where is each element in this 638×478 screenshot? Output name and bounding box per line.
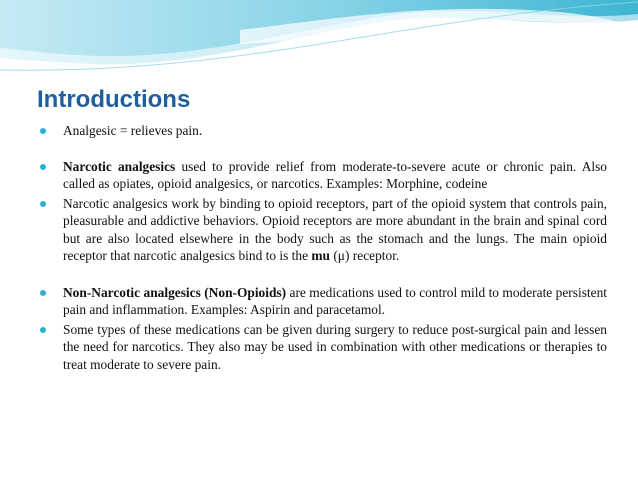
bullet-opioid-receptors	[37, 195, 607, 265]
bullet-text: are medications used to control mild to moderate persistent pain and inflammation. Examples: Aspirin and paracetamol.	[63, 284, 607, 317]
slide-title: Introductions	[37, 86, 191, 113]
bullet-bold-term: Non-Narcotic analgesics (Non-Opioids)	[63, 284, 287, 300]
bullet-surgery-usage	[37, 321, 607, 374]
bullet-text: used to provide relief from moderate-to-severe acute or chronic pain. Also called as opiates, opioid analgesics, or narcotics. Examples: Morphine, codeine	[63, 158, 607, 191]
bullet-text: Some types of these medications can be given during surgery to reduce post-surgical pain and lessen the need for narcotics. They also may be used in combination with other medications or therapies to treat moderate to severe pain.	[63, 321, 607, 372]
bullet-dot-icon	[40, 164, 46, 170]
bullet-text: Narcotic analgesics work by binding to opioid receptors, part of the opioid system that controls pain, pleasurable and addictive behaviors. Opioid receptors are more abundant in the brain and spinal cord but are also located elsewhere in the body such as the stomach and the lungs. The main opioid receptor that narcotic analgesics bind to is the	[63, 195, 607, 263]
bullet-list	[37, 122, 607, 373]
bullet-bold-term: Narcotic analgesics	[63, 158, 176, 174]
bullet-non-narcotic-analgesics	[37, 284, 607, 319]
bullet-dot-icon	[40, 290, 46, 296]
bullet-dot-icon	[40, 201, 46, 207]
bullet-dot-icon	[40, 327, 46, 333]
bullet-analgesic-definition	[37, 122, 607, 140]
bullet-bold-term: mu	[311, 248, 330, 263]
header-wave-decoration	[0, 0, 638, 80]
bullet-text-tail: (μ) receptor.	[330, 248, 400, 263]
bullet-dot-icon	[40, 128, 46, 134]
bullet-narcotic-analgesics	[37, 158, 607, 193]
bullet-text: Analgesic = relieves pain.	[63, 123, 203, 138]
